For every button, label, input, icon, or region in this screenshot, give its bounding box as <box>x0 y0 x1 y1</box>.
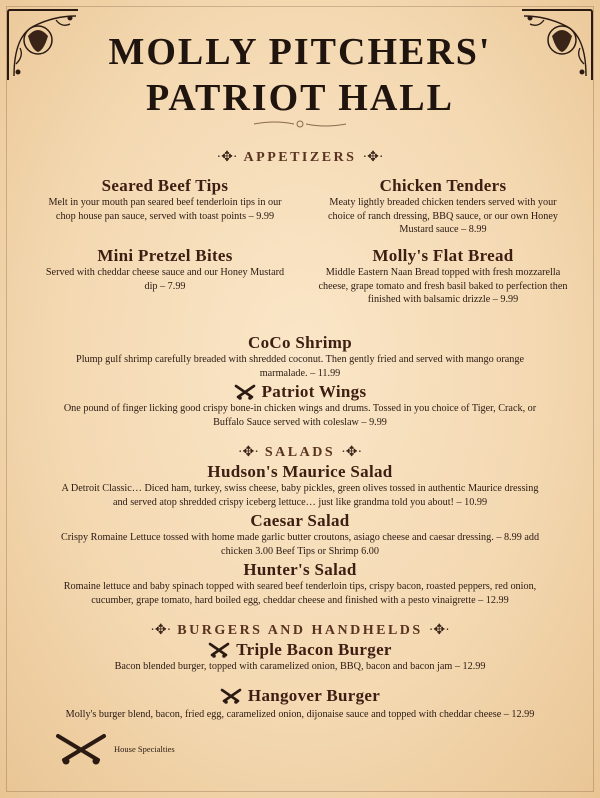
house-specialties-legend <box>54 732 175 766</box>
item-patriot-wings-title-row <box>0 382 600 402</box>
item-caesar-salad-desc: Crispy Romaine Lettuce tossed with home made garlic butter croutons, asiago cheese and caesar dressing. – 8.99 add chicken 3.00 Beef Tips or Shrimp 6.00 <box>60 532 540 557</box>
item-caesar-salad-title: Caesar Salad <box>250 511 350 530</box>
crossed-cannons-icon <box>220 688 242 704</box>
item-chicken-tenders-desc: Meaty lightly breaded chicken tenders served with your choice of ranch dressing, BBQ sauce, or our own Honey Mustard sauce – 8.99 <box>327 197 558 236</box>
item-coco-shrimp-title: CoCo Shrimp <box>248 333 352 352</box>
page-title-line1: MOLLY PITCHERS' <box>108 31 492 73</box>
item-patriot-wings-desc: One pound of finger licking good crispy bone-in chicken wings and drums. Tossed in you choice of Tiger, Crack, or Buffalo Sauce served with coleslaw – 9.99 <box>63 403 537 428</box>
section-burgers-header <box>0 622 600 639</box>
item-chicken-tenders-title: Chicken Tenders <box>379 176 507 195</box>
item-hunters-salad-desc: Romaine lettuce and baby spinach topped with seared beef tenderloin tips, crispy bacon, roasted peppers, red onion, cucumber, grape tomato, hard boiled egg, cheddar cheese and finished with a pesto vinaigrette – 12.99 <box>63 581 537 606</box>
section-salads-label: SALADS <box>264 445 336 460</box>
item-hunters-salad-title: Hunter's Salad <box>243 560 357 579</box>
title-flourish-icon <box>250 118 350 130</box>
page-title-line2: PATRIOT HALL <box>146 77 454 119</box>
fleuron-icon: ·✥· <box>341 445 363 460</box>
crossed-cannons-icon <box>54 732 108 766</box>
item-triple-bacon-burger-title-row <box>0 640 600 660</box>
item-mollys-flat-bread-desc: Middle Eastern Naan Bread topped with fresh mozzarella cheese, grape tomato and fresh basil baked to perfection then finished with balsamic drizzle – 9.99 <box>318 267 568 306</box>
item-coco-shrimp-desc: Plump gulf shrimp carefully breaded with shredded coconut. Then gently fried and served with mango orange marmalade. – 11.99 <box>76 354 524 379</box>
section-burgers-label: BURGERS AND HANDHELDS <box>177 623 423 638</box>
fleuron-icon: ·✥· <box>428 623 450 638</box>
item-hudsons-maurice-salad-title: Hudson's Maurice Salad <box>207 462 393 481</box>
item-hangover-burger-title-row <box>0 686 600 706</box>
fleuron-icon: ·✥· <box>150 623 172 638</box>
item-mini-pretzel-bites-desc: Served with cheddar cheese sauce and our Honey Mustard dip – 7.99 <box>45 267 285 292</box>
item-mini-pretzel-bites-title: Mini Pretzel Bites <box>97 246 233 265</box>
item-mollys-flat-bread-title: Molly's Flat Bread <box>372 246 514 265</box>
section-appetizers-label: APPETIZERS <box>243 150 357 165</box>
section-salads-header <box>0 444 600 461</box>
fleuron-icon: ·✥· <box>362 150 384 165</box>
item-triple-bacon-burger-desc: Bacon blended burger, topped with caramelized onion, BBQ, bacon and bacon jam – 12.99 <box>114 661 486 672</box>
item-hudsons-maurice-salad-desc: A Detroit Classic… Diced ham, turkey, swiss cheese, baby pickles, green olives tossed in authentic Maurice dressing and served atop shredded crispy iceberg lettuce… just like grandma told you about! – 10.99 <box>61 483 539 508</box>
fleuron-icon: ·✥· <box>237 445 259 460</box>
item-hangover-burger-title: Hangover Burger <box>247 686 381 705</box>
item-hangover-burger-desc: Molly's burger blend, bacon, fried egg, caramelized onion, dijonaise sauce and topped with cheddar cheese – 12.99 <box>65 709 535 720</box>
item-triple-bacon-burger-title: Triple Bacon Burger <box>236 640 392 659</box>
section-appetizers-header <box>0 149 600 166</box>
fleuron-icon: ·✥· <box>216 150 238 165</box>
legend-label: House Specialties <box>114 744 175 754</box>
crossed-cannons-icon <box>208 642 230 658</box>
crossed-cannons-icon <box>234 384 256 400</box>
item-seared-beef-tips-desc: Melt in your mouth pan seared beef tenderloin tips in our chop house pan sauce, served with toast points – 9.99 <box>48 197 282 222</box>
item-patriot-wings-title: Patriot Wings <box>261 382 367 401</box>
item-seared-beef-tips-title: Seared Beef Tips <box>101 176 229 195</box>
